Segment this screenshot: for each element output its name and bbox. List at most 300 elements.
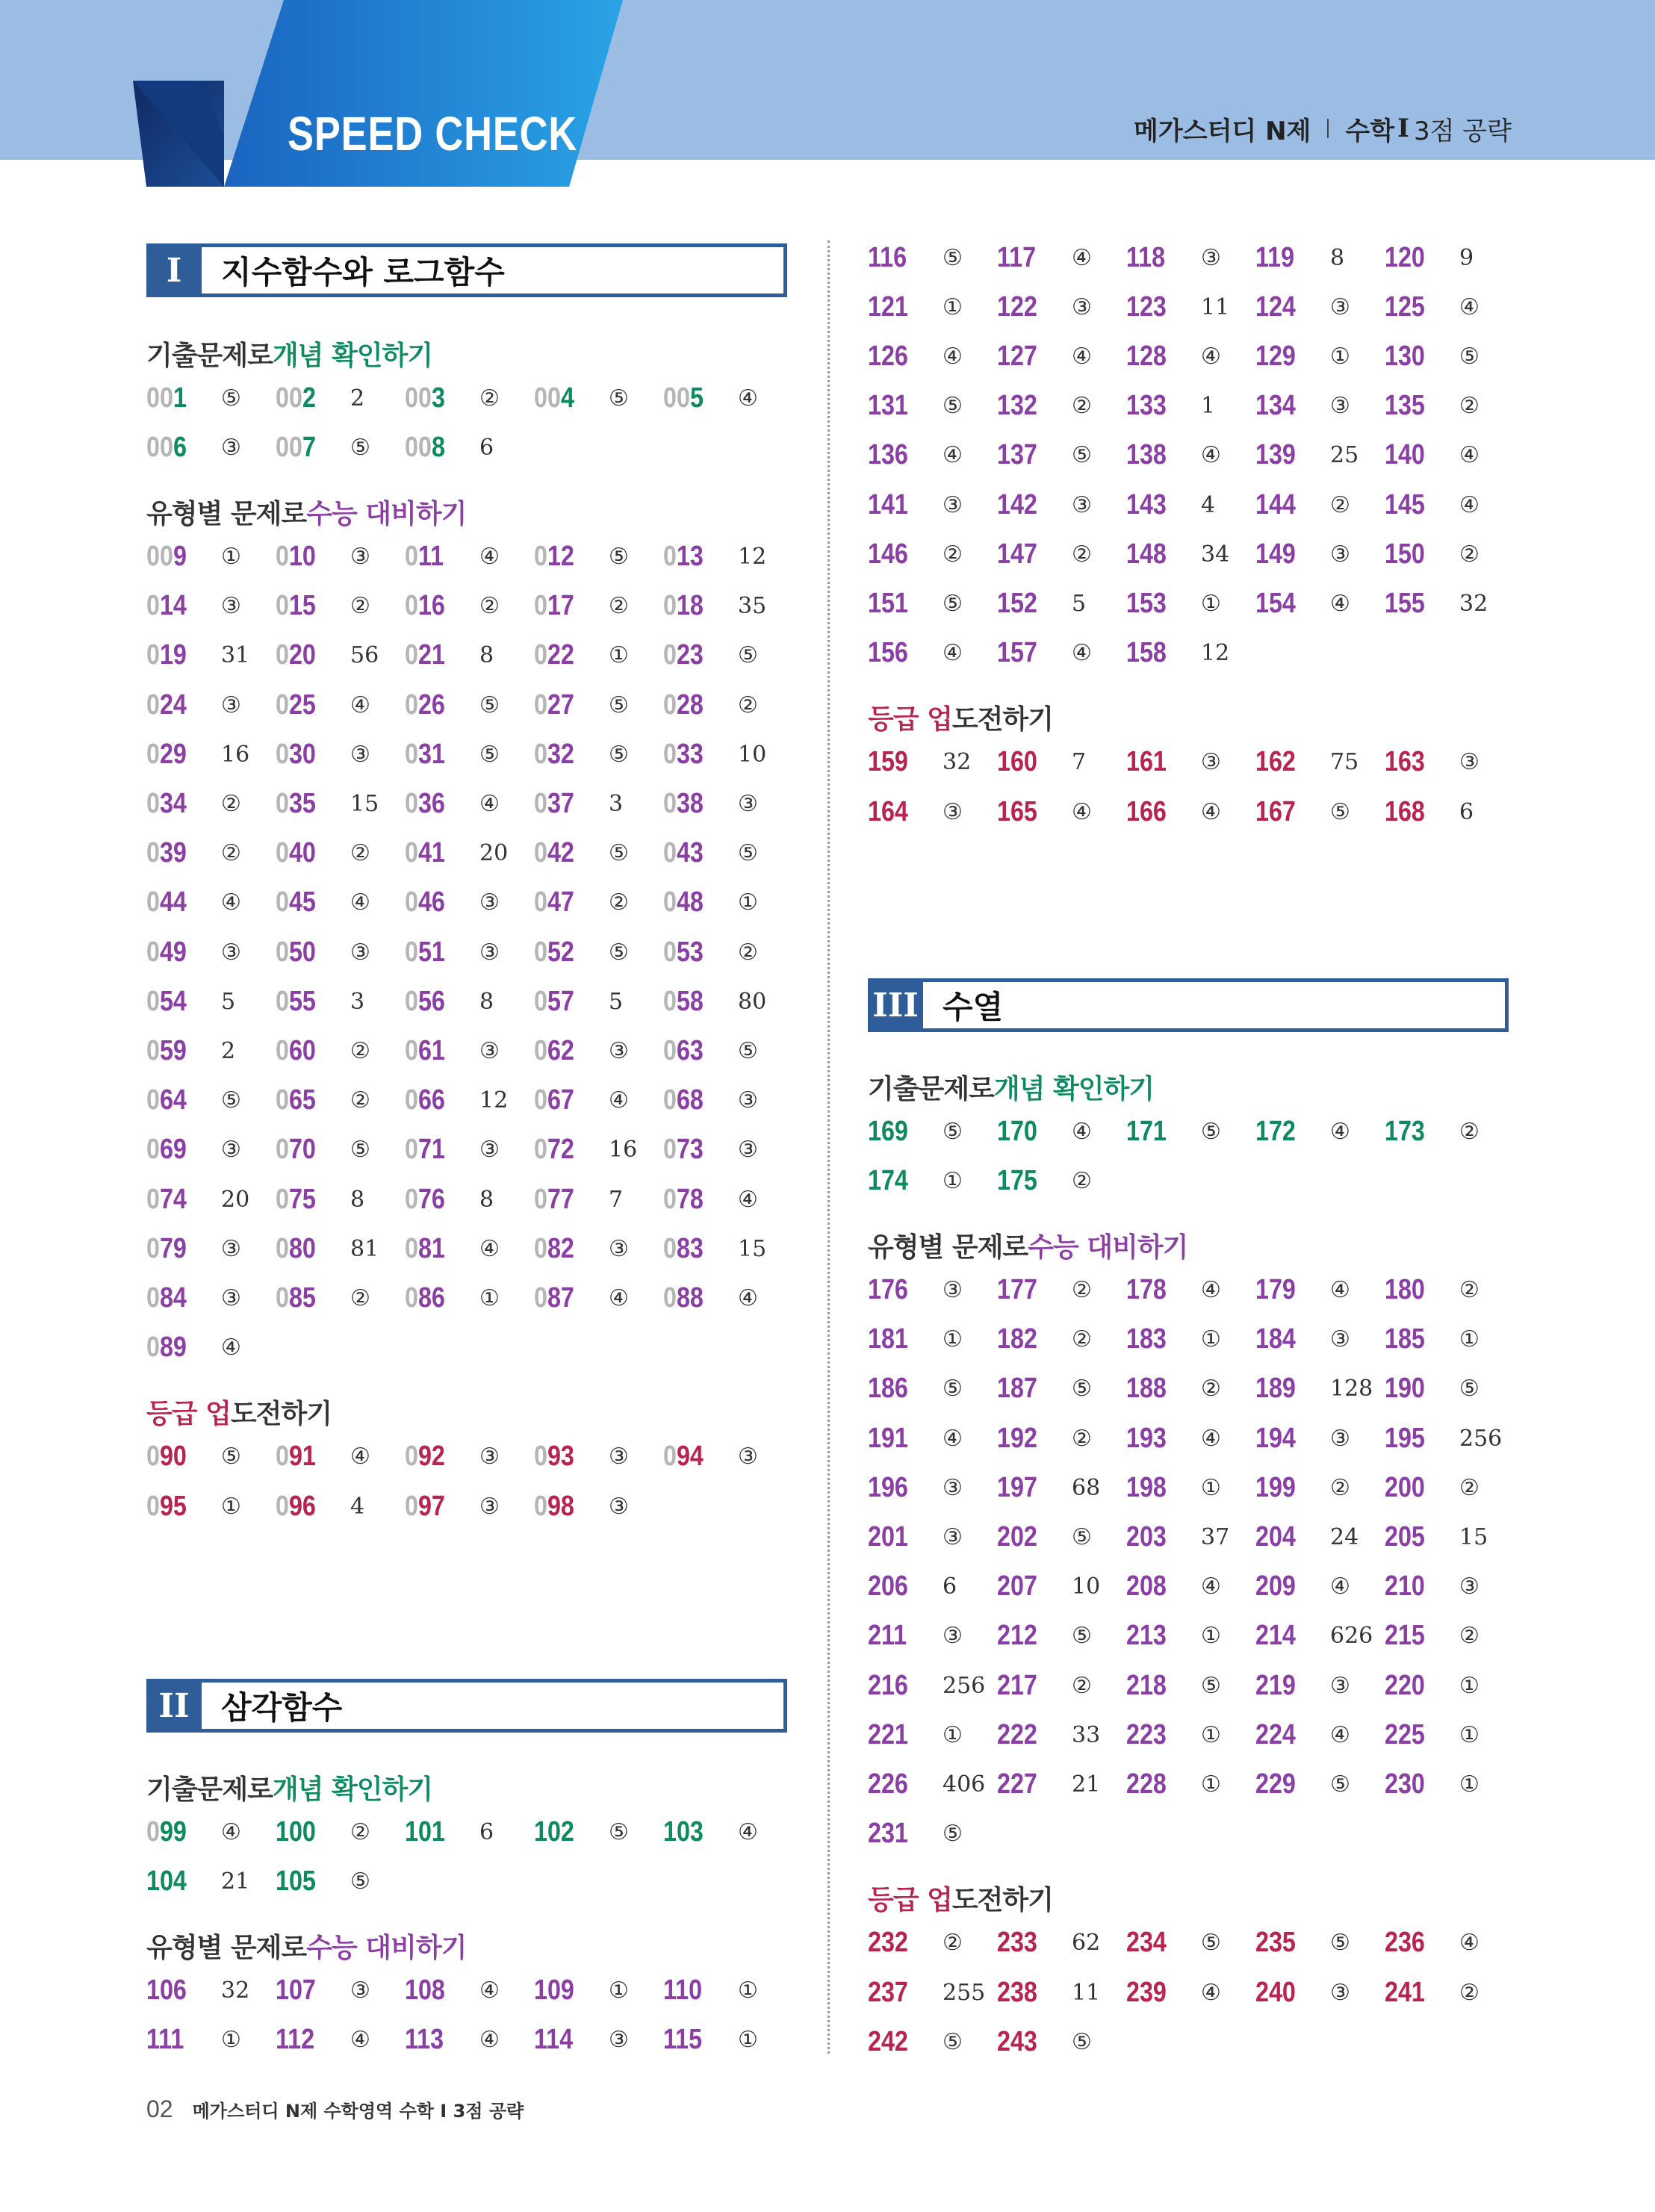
answer-item xyxy=(663,933,758,971)
answer-value: 16 xyxy=(609,1137,638,1164)
number-digits: 64 xyxy=(159,1084,187,1116)
answer-item xyxy=(1126,1370,1221,1408)
answer-value: ① xyxy=(943,1167,963,1194)
answer-value: ④ xyxy=(1072,1118,1092,1145)
header-subject-roman: I xyxy=(1397,114,1410,143)
answer-value: ③ xyxy=(609,2027,629,2054)
answer-item xyxy=(405,1082,508,1119)
question-number: 242 xyxy=(868,2025,908,2057)
question-number: 200 xyxy=(1385,1471,1425,1503)
answer-item xyxy=(1255,1667,1350,1704)
answer-value: ④ xyxy=(1072,640,1092,667)
number-digits: 18 xyxy=(676,590,704,622)
question-number: 171 xyxy=(1126,1115,1167,1147)
answer-value: ④ xyxy=(738,385,758,411)
question-number: 170 xyxy=(997,1115,1037,1147)
number-digits: 99 xyxy=(159,1815,187,1848)
number-digits: 3 xyxy=(431,382,445,414)
answer-item xyxy=(1385,1667,1479,1704)
question-number: 113 xyxy=(405,2024,444,2056)
question-number xyxy=(534,1441,595,1473)
answer-value: ⑤ xyxy=(1201,1930,1221,1957)
question-number xyxy=(663,739,724,771)
number-digits: 52 xyxy=(547,936,574,968)
number-digits: 69 xyxy=(159,1134,187,1166)
answer-value: ④ xyxy=(1072,244,1092,271)
question-number: 139 xyxy=(1255,439,1296,471)
answer-item xyxy=(1255,1618,1373,1655)
question-number xyxy=(146,1035,208,1067)
answer-value: 62 xyxy=(1072,1930,1101,1957)
question-number: 164 xyxy=(868,795,908,827)
number-digits: 33 xyxy=(676,738,704,770)
leading-zeros: 0 xyxy=(146,590,160,622)
question-number xyxy=(405,541,466,573)
answer-item xyxy=(534,736,629,773)
header-subject-suffix: 3점 공략 xyxy=(1414,116,1512,146)
answer-value: ⑤ xyxy=(943,590,963,617)
question-number xyxy=(276,936,337,969)
answer-value: 75 xyxy=(1330,749,1359,776)
question-number xyxy=(146,1491,208,1523)
leading-zeros: 0 xyxy=(534,1441,547,1473)
section-heading xyxy=(868,1068,1154,1105)
answer-item xyxy=(997,1271,1092,1308)
answer-value: 12 xyxy=(1201,640,1230,667)
answer-value: 8 xyxy=(350,1186,365,1213)
leading-zeros: 0 xyxy=(534,590,547,622)
number-digits: 19 xyxy=(159,639,187,671)
question-number: 152 xyxy=(997,587,1037,619)
question-number xyxy=(276,432,337,464)
answer-item xyxy=(534,933,629,971)
answer-value: ③ xyxy=(1330,393,1350,420)
answer-value: ③ xyxy=(609,1493,629,1520)
answer-value: 25 xyxy=(1330,442,1359,469)
answer-item xyxy=(146,379,241,417)
answer-value: ④ xyxy=(1330,1573,1350,1600)
answer-value: ④ xyxy=(609,1087,629,1114)
answer-value: ⑤ xyxy=(609,543,629,570)
answer-item xyxy=(1126,1469,1221,1506)
answer-value: 56 xyxy=(350,642,379,669)
leading-zeros: 0 xyxy=(663,590,677,622)
leading-zeros: 0 xyxy=(276,936,289,968)
number-digits: 26 xyxy=(417,689,445,721)
answer-item xyxy=(1385,388,1479,425)
answer-value: ⑤ xyxy=(1330,1930,1350,1957)
answer-item xyxy=(1255,486,1350,524)
answer-value: ② xyxy=(1072,541,1092,568)
answer-item xyxy=(1255,1518,1359,1556)
answer-value: ① xyxy=(943,293,963,320)
section-heading-part: 유형별 문제로 xyxy=(146,498,307,529)
answer-value: ⑤ xyxy=(350,1137,370,1164)
question-number xyxy=(663,886,724,919)
answer-value: ④ xyxy=(350,889,370,916)
answer-value: 15 xyxy=(350,790,379,817)
answer-item xyxy=(1385,338,1479,375)
answer-value: ⑤ xyxy=(943,1376,963,1402)
leading-zeros: 00 xyxy=(146,382,173,414)
answer-item xyxy=(997,288,1092,326)
section-heading-accent: 수능 대비하기 xyxy=(306,1932,467,1963)
section-heading xyxy=(146,493,466,530)
answer-item xyxy=(1255,1420,1350,1457)
number-digits: 17 xyxy=(547,590,574,622)
question-number xyxy=(663,788,724,820)
question-number: 202 xyxy=(997,1520,1037,1553)
answer-item xyxy=(405,785,500,822)
answer-value: ③ xyxy=(350,1977,370,2004)
leading-zeros: 0 xyxy=(663,1441,677,1473)
question-number xyxy=(146,1134,208,1166)
answer-item xyxy=(146,1488,241,1525)
answer-value: 8 xyxy=(479,988,494,1015)
answer-value: ⑤ xyxy=(609,741,629,768)
answer-item xyxy=(276,835,370,872)
answer-item xyxy=(146,686,241,724)
question-number: 175 xyxy=(997,1164,1037,1196)
question-number xyxy=(146,837,208,869)
answer-item xyxy=(1385,437,1479,474)
answer-item xyxy=(868,1924,963,1962)
answer-value: ③ xyxy=(221,939,241,966)
answer-value: ⑤ xyxy=(943,2028,963,2055)
question-number xyxy=(534,382,595,414)
answer-item xyxy=(1385,1974,1479,2011)
answer-value: ④ xyxy=(1201,343,1221,370)
question-number xyxy=(534,1233,595,1265)
answer-item xyxy=(1126,1113,1221,1150)
section-heading xyxy=(146,1927,466,1964)
answer-item xyxy=(276,1279,370,1317)
question-number: 148 xyxy=(1126,538,1167,570)
answer-value: ② xyxy=(1459,393,1479,420)
leading-zeros: 0 xyxy=(146,738,160,770)
section-heading xyxy=(868,1880,1053,1917)
number-digits: 91 xyxy=(288,1441,316,1473)
answer-value: ④ xyxy=(943,343,963,370)
question-number xyxy=(276,639,337,671)
answer-item xyxy=(997,1113,1092,1150)
question-number xyxy=(663,1134,724,1166)
answer-item xyxy=(1126,338,1221,375)
answer-item xyxy=(1385,793,1474,830)
answer-item xyxy=(868,1271,963,1308)
number-digits: 34 xyxy=(159,787,187,819)
answer-item xyxy=(534,637,629,674)
question-number xyxy=(405,1084,466,1116)
answer-item xyxy=(146,983,235,1020)
question-number: 155 xyxy=(1385,587,1425,619)
question-number xyxy=(534,639,595,671)
answer-item xyxy=(868,1321,963,1358)
leading-zeros: 0 xyxy=(146,1134,160,1166)
question-number xyxy=(663,1233,724,1265)
answer-item xyxy=(146,538,241,575)
question-number: 172 xyxy=(1255,1115,1296,1147)
answer-value: ⑤ xyxy=(609,692,629,718)
answer-item xyxy=(534,884,629,922)
answer-item xyxy=(997,437,1092,474)
answer-item xyxy=(534,1438,629,1476)
answer-item xyxy=(997,793,1092,830)
question-number: 159 xyxy=(868,746,908,778)
answer-value: ⑤ xyxy=(738,1037,758,1064)
answer-item xyxy=(276,1181,364,1218)
section-heading-part: 기출문제로 xyxy=(146,340,273,371)
question-number xyxy=(405,1035,466,1067)
answer-value: ② xyxy=(350,1087,370,1114)
answer-item xyxy=(868,1765,985,1803)
answer-value: ⑤ xyxy=(221,385,241,411)
leading-zeros: 0 xyxy=(146,1815,160,1848)
answer-item xyxy=(146,884,241,922)
answer-value: ② xyxy=(609,593,629,620)
answer-item xyxy=(1126,535,1229,573)
answer-item xyxy=(405,686,500,724)
answer-item xyxy=(868,437,963,474)
answer-value: ⑤ xyxy=(479,692,500,718)
leading-zeros: 0 xyxy=(276,837,289,869)
answer-value: ⑤ xyxy=(350,434,370,461)
answer-value: 626 xyxy=(1330,1623,1373,1650)
question-number: 167 xyxy=(1255,795,1296,827)
answer-value: ④ xyxy=(738,1284,758,1311)
number-digits: 50 xyxy=(288,936,316,968)
question-number: 233 xyxy=(997,1927,1037,1959)
number-digits: 58 xyxy=(676,985,704,1017)
question-number: 137 xyxy=(997,439,1037,471)
answer-value: 31 xyxy=(221,642,250,669)
leading-zeros: 0 xyxy=(405,1134,418,1166)
number-digits: 21 xyxy=(417,639,445,671)
question-number: 243 xyxy=(997,2025,1037,2057)
chapter-box-2 xyxy=(146,1679,787,1733)
answer-item xyxy=(663,2022,758,2059)
number-digits: 55 xyxy=(288,985,316,1017)
answer-value: ⑤ xyxy=(1072,2028,1092,2055)
answer-item xyxy=(1126,635,1229,672)
number-digits: 27 xyxy=(547,689,574,721)
question-number xyxy=(663,382,724,414)
question-number: 219 xyxy=(1255,1669,1296,1701)
number-digits: 24 xyxy=(159,689,187,721)
answer-item xyxy=(1385,1765,1479,1803)
answer-item xyxy=(663,736,766,773)
answer-value: ④ xyxy=(1459,491,1479,518)
answer-item xyxy=(405,1181,494,1218)
answer-value: 7 xyxy=(1072,749,1087,776)
answer-item xyxy=(663,588,766,625)
answer-item xyxy=(997,239,1092,276)
answer-item xyxy=(146,1972,249,2009)
question-number: 115 xyxy=(663,2024,703,2056)
leading-zeros: 0 xyxy=(276,1034,289,1066)
question-number xyxy=(405,432,466,464)
question-number xyxy=(534,739,595,771)
answer-value: ③ xyxy=(350,741,370,768)
number-digits: 76 xyxy=(417,1183,445,1215)
question-number xyxy=(534,1282,595,1314)
answer-item xyxy=(1126,1716,1221,1753)
number-digits: 29 xyxy=(159,738,187,770)
number-digits: 67 xyxy=(547,1084,574,1116)
question-number xyxy=(663,1084,724,1116)
question-number: 163 xyxy=(1385,746,1425,778)
answer-item xyxy=(405,1488,500,1525)
answer-value: ② xyxy=(221,840,241,867)
question-number: 141 xyxy=(868,488,908,521)
page-number: 02 xyxy=(146,2095,173,2122)
answer-item xyxy=(663,637,758,674)
answer-value: ② xyxy=(943,541,963,568)
leading-zeros: 0 xyxy=(405,837,418,869)
question-number xyxy=(534,986,595,1018)
number-digits: 97 xyxy=(417,1490,445,1522)
leading-zeros: 0 xyxy=(405,1232,418,1264)
number-digits: 44 xyxy=(159,886,187,919)
answer-item xyxy=(1385,288,1479,326)
answer-item xyxy=(146,1230,241,1267)
answer-item xyxy=(146,429,241,466)
answer-value: ① xyxy=(943,1326,963,1353)
answer-value: ② xyxy=(1072,1167,1092,1194)
answer-item xyxy=(534,1230,629,1267)
leading-zeros: 0 xyxy=(663,1134,677,1166)
answer-value: ④ xyxy=(943,1425,963,1452)
answer-value: ⑤ xyxy=(738,840,758,867)
answer-item xyxy=(663,538,766,575)
answer-item xyxy=(534,1813,629,1851)
leading-zeros: 0 xyxy=(663,689,677,721)
answer-item xyxy=(534,1279,629,1317)
question-number: 112 xyxy=(276,2024,315,2056)
question-number: 131 xyxy=(868,390,908,422)
answer-value: ② xyxy=(1072,393,1092,420)
section-heading xyxy=(146,1768,432,1806)
number-digits: 96 xyxy=(288,1490,316,1522)
answer-item xyxy=(997,1321,1092,1358)
leading-zeros: 0 xyxy=(405,985,418,1017)
chapter-number: I xyxy=(146,243,202,297)
leading-zeros: 0 xyxy=(534,985,547,1017)
question-number: 183 xyxy=(1126,1323,1167,1355)
leading-zeros: 0 xyxy=(534,1034,547,1066)
leading-zeros: 0 xyxy=(663,1183,677,1215)
answer-item xyxy=(146,1032,235,1069)
chapter-number: III xyxy=(868,978,923,1032)
question-number: 111 xyxy=(146,2024,184,2056)
leading-zeros: 0 xyxy=(146,1441,160,1473)
question-number: 101 xyxy=(405,1815,445,1848)
answer-item xyxy=(534,835,629,872)
question-number xyxy=(405,1184,466,1216)
question-number: 179 xyxy=(1255,1273,1296,1305)
question-number: 215 xyxy=(1385,1620,1425,1652)
section-heading xyxy=(146,335,432,372)
answer-item xyxy=(997,1667,1092,1704)
leading-zeros: 0 xyxy=(276,540,289,572)
section-heading-part: 등급 업 xyxy=(868,1885,952,1916)
answer-value: ⑤ xyxy=(1330,798,1350,825)
answer-value: 406 xyxy=(943,1771,986,1798)
number-digits: 35 xyxy=(288,787,316,819)
answer-item xyxy=(405,983,494,1020)
question-number xyxy=(534,1491,595,1523)
answer-item xyxy=(146,1329,241,1367)
question-number: 151 xyxy=(868,587,908,619)
answer-value: 32 xyxy=(943,749,972,776)
question-number xyxy=(405,936,466,969)
question-number xyxy=(276,1282,337,1314)
answer-item xyxy=(405,1131,500,1169)
answer-item xyxy=(997,1974,1100,2011)
number-digits: 5 xyxy=(689,382,704,414)
answer-item xyxy=(534,538,629,575)
answer-value: 81 xyxy=(350,1235,379,1262)
answer-value: ① xyxy=(1201,590,1221,617)
question-number: 181 xyxy=(868,1323,908,1355)
answer-value: ④ xyxy=(943,640,963,667)
answer-item xyxy=(997,2023,1092,2060)
leading-zeros: 0 xyxy=(146,787,160,819)
question-number xyxy=(663,986,724,1018)
number-digits: 42 xyxy=(547,837,574,869)
leading-zeros: 0 xyxy=(405,1281,418,1314)
answer-item xyxy=(276,1082,370,1119)
question-number xyxy=(663,936,724,969)
answer-value: ① xyxy=(1459,1672,1479,1699)
question-number xyxy=(146,382,208,414)
number-digits: 7 xyxy=(302,431,316,463)
answer-item xyxy=(1385,1924,1479,1962)
number-digits: 13 xyxy=(676,540,704,572)
answer-item xyxy=(997,338,1092,375)
answer-item xyxy=(997,1568,1100,1606)
question-number xyxy=(663,1441,724,1473)
question-number xyxy=(663,1282,724,1314)
number-digits: 22 xyxy=(547,639,574,671)
answer-value: ③ xyxy=(738,1137,758,1164)
answer-item xyxy=(663,1181,758,1218)
answer-value: ② xyxy=(1459,541,1479,568)
answer-item xyxy=(663,785,758,822)
number-digits: 6 xyxy=(173,431,187,463)
question-number xyxy=(405,639,466,671)
answer-value: ④ xyxy=(738,1186,758,1213)
question-number: 150 xyxy=(1385,538,1425,570)
answer-value: ④ xyxy=(1201,798,1221,825)
leading-zeros: 0 xyxy=(276,985,289,1017)
question-number: 160 xyxy=(997,746,1037,778)
answer-item xyxy=(868,1518,963,1556)
answer-value: ② xyxy=(1201,1376,1221,1402)
question-number: 166 xyxy=(1126,795,1167,827)
question-number xyxy=(146,739,208,771)
section-heading-accent: 수능 대비하기 xyxy=(1028,1231,1188,1263)
leading-zeros: 0 xyxy=(276,1084,289,1116)
answer-value: ④ xyxy=(221,889,241,916)
answer-item xyxy=(1126,1974,1221,2011)
answer-item xyxy=(405,588,500,625)
question-number: 238 xyxy=(997,1976,1037,2008)
answer-value: ⑤ xyxy=(350,1868,370,1895)
answer-value: ③ xyxy=(221,1235,241,1262)
leading-zeros: 0 xyxy=(405,1183,418,1215)
answer-value: 256 xyxy=(1459,1425,1503,1452)
